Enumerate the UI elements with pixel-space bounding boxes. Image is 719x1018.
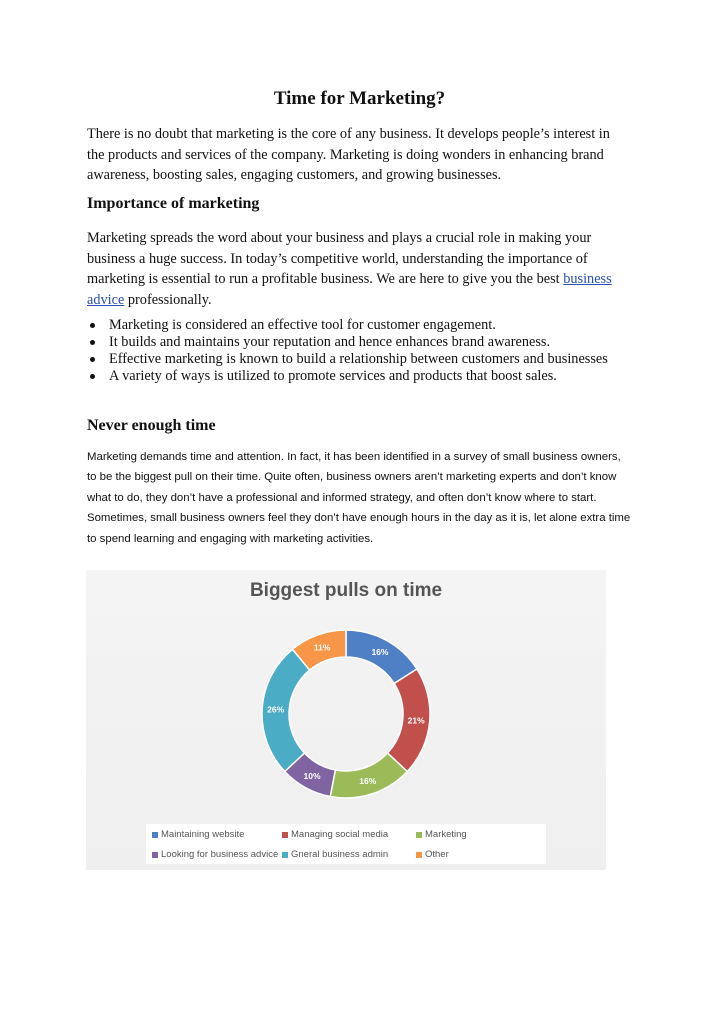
legend-label: Marketing <box>425 829 467 840</box>
business-advice-link[interactable]: business advice <box>87 271 612 308</box>
bullet-text: A variety of ways is utilized to promote services and products that boost sales. <box>109 368 557 384</box>
bullet-text: It builds and maintains your reputation and hence enhances brand awareness. <box>109 334 551 350</box>
legend-label: Gneral business admin <box>291 849 389 860</box>
page-title: Time for Marketing? <box>273 88 446 109</box>
legend-item <box>282 829 388 840</box>
bullet-dot-icon <box>90 374 95 379</box>
legend-item <box>416 829 467 840</box>
importance-text-start: Marketing spreads the word about your business and plays a crucial role in making your business a huge success. In today’s competitive world, understanding the importance of marketing is essential to run a profitable business. We are here to give you the best <box>87 230 592 287</box>
legend-swatch <box>282 832 288 838</box>
chart-slices <box>262 630 430 798</box>
legend-label: Maintaining website <box>161 829 245 840</box>
slice-label: 10% <box>303 770 321 781</box>
bullet-dot-icon <box>90 340 95 345</box>
donut-chart-svg <box>86 570 606 824</box>
legend-item <box>152 829 244 840</box>
slice-label: 26% <box>267 704 285 715</box>
section-heading-importance: Importance of marketing <box>87 195 260 212</box>
bullet-dot-icon <box>90 323 95 328</box>
legend-swatch <box>152 852 158 858</box>
legend-swatch <box>416 852 422 858</box>
bullet-item <box>87 334 647 351</box>
legend-item <box>416 849 449 860</box>
slice-label: 11% <box>313 642 331 653</box>
donut-chart <box>86 570 606 870</box>
legend-label: Other <box>425 849 449 860</box>
importance-paragraph <box>87 228 627 310</box>
bullet-item <box>87 317 647 334</box>
bullet-text: Effective marketing is known to build a relationship between customers and businesses <box>109 351 608 367</box>
bullet-text: Marketing is considered an effective tool for customer engagement. <box>109 317 496 333</box>
legend-item <box>282 849 388 860</box>
importance-bullet-list <box>87 317 647 385</box>
legend-swatch <box>282 852 288 858</box>
legend-label: Managing social media <box>291 829 389 840</box>
chart-legend <box>146 824 546 864</box>
section-heading-never-enough-time: Never enough time <box>87 417 216 434</box>
bullet-item <box>87 351 647 368</box>
slice-label: 21% <box>407 715 425 726</box>
legend-label: Looking for business advice <box>161 849 279 860</box>
slice-label: 16% <box>359 776 377 787</box>
intro-paragraph: There is no doubt that marketing is the core of any business. It develops people’s interest in the products and services of the company. Marketing is doing wonders in enhancing brand awareness, boosting sales, engaging customers, and growing businesses. <box>87 126 610 183</box>
legend-item <box>152 849 278 860</box>
legend-swatch <box>152 832 158 838</box>
never-enough-time-paragraph: Marketing demands time and attention. In fact, it has been identified in a survey of small business owners, to be the biggest pull on their time. Quite often, business owners aren’t marketing experts and don’t know what to do, they don’t have a professional and informed strategy, and often don’t know where to start. Sometimes, small business owners feel they don’t have enough hours in the day as it is, let alone extra time to spend learning and engaging with marketing activities. <box>87 451 631 545</box>
bullet-dot-icon <box>90 357 95 362</box>
importance-text-end: professionally. <box>124 291 212 308</box>
bullet-item <box>87 368 647 385</box>
slice-label: 16% <box>371 647 389 658</box>
chart-title: Biggest pulls on time <box>249 580 443 601</box>
legend-swatch <box>416 832 422 838</box>
